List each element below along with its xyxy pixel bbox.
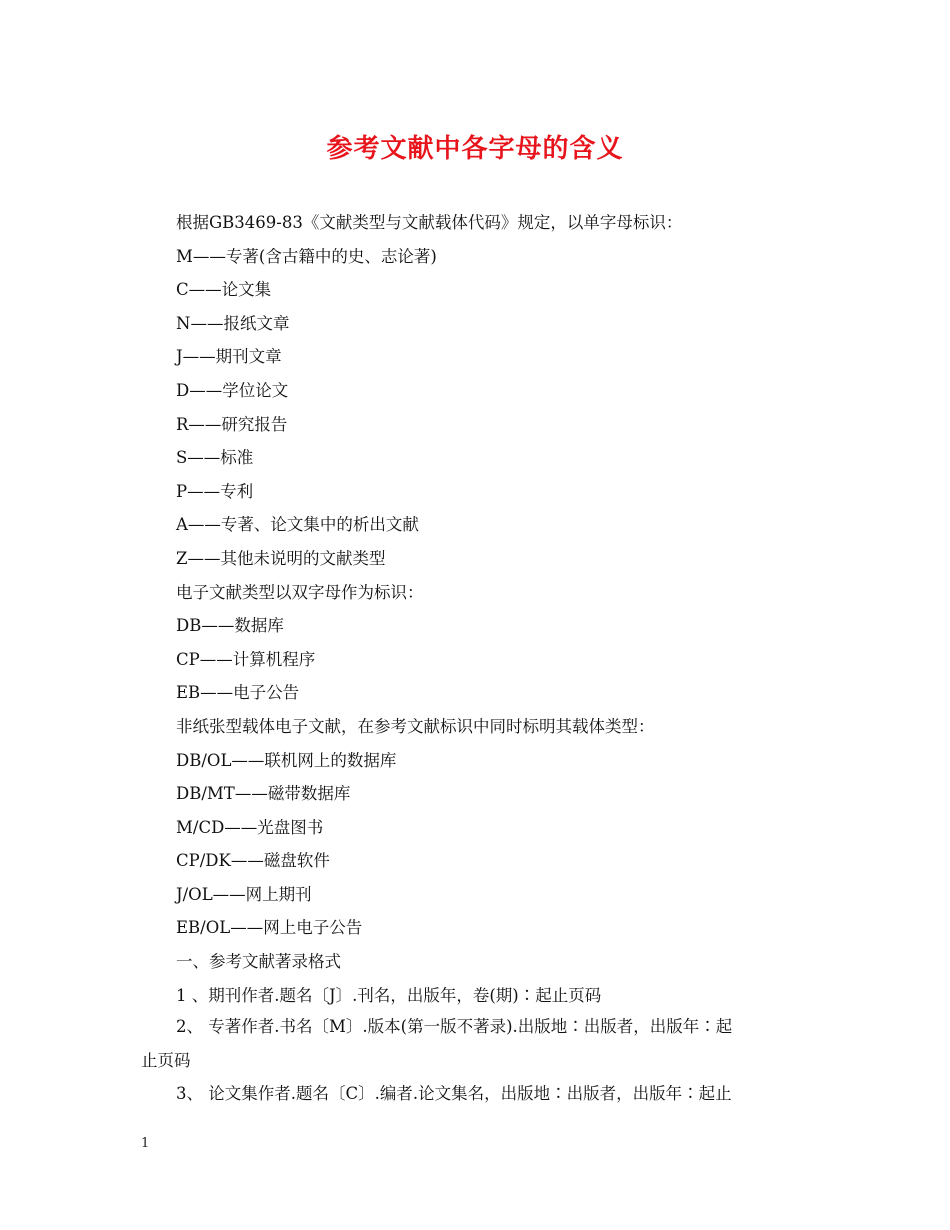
paragraph-line: J/OL——网上期刊	[176, 884, 312, 904]
paragraph-line: 一、参考文献著录格式	[176, 952, 341, 972]
page-number: 1	[141, 1136, 150, 1151]
paragraph-line: A——专著、论文集中的析出文献	[176, 515, 419, 535]
paragraph-line: EB——电子公告	[176, 683, 300, 703]
paragraph-line: CP/DK——磁盘软件	[176, 851, 330, 871]
paragraph-line: 1 、期刊作者.题名〔J〕.刊名，出版年，卷(期)∶起止页码	[176, 985, 602, 1005]
paragraph-line: 电子文献类型以双字母作为标识：	[176, 582, 424, 602]
paragraph-line: M/CD——光盘图书	[176, 817, 324, 837]
paragraph-line: P——专利	[176, 481, 254, 501]
paragraph-line: S——标准	[176, 448, 254, 468]
paragraph-line: C——论文集	[176, 280, 272, 300]
paragraph-line: DB——数据库	[176, 616, 284, 636]
paragraph-line: N——报纸文章	[176, 313, 290, 333]
paragraph-line: J——期刊文章	[176, 347, 282, 367]
paragraph-line: CP——计算机程序	[176, 649, 316, 669]
paragraph-line: 非纸张型载体电子文献，在参考文献标识中同时标明其载体类型：	[176, 716, 655, 736]
format-item-2-line-2: 止页码	[141, 1050, 191, 1070]
paragraph-line: Z——其他未说明的文献类型	[176, 548, 386, 568]
paragraph-line: D——学位论文	[176, 380, 289, 400]
reference-format-items	[141, 1010, 816, 1111]
paragraph-line: 根据GB3469-83《文献类型与文献载体代码》规定，以单字母标识：	[176, 213, 683, 232]
format-item-2-line-1: 2、 专著作者.书名〔M〕.版本(第一版不著录).出版地∶出版者，出版年∶起	[176, 1017, 733, 1036]
paragraph-line: R——研究报告	[176, 414, 288, 434]
paragraph-line: DB/MT——磁带数据库	[176, 784, 351, 804]
paragraph-line: M——专著(含古籍中的史、志论著)	[176, 246, 437, 266]
paragraph-line: DB/OL——联机网上的数据库	[176, 750, 397, 770]
page-title: 参考文献中各字母的含义	[326, 134, 624, 164]
document-body	[176, 206, 816, 1012]
format-item-3-line-1: 3、 论文集作者.题名〔C〕.编者.论文集名，出版地∶出版者，出版年∶起止	[176, 1084, 732, 1104]
paragraph-line: EB/OL——网上电子公告	[176, 918, 363, 938]
